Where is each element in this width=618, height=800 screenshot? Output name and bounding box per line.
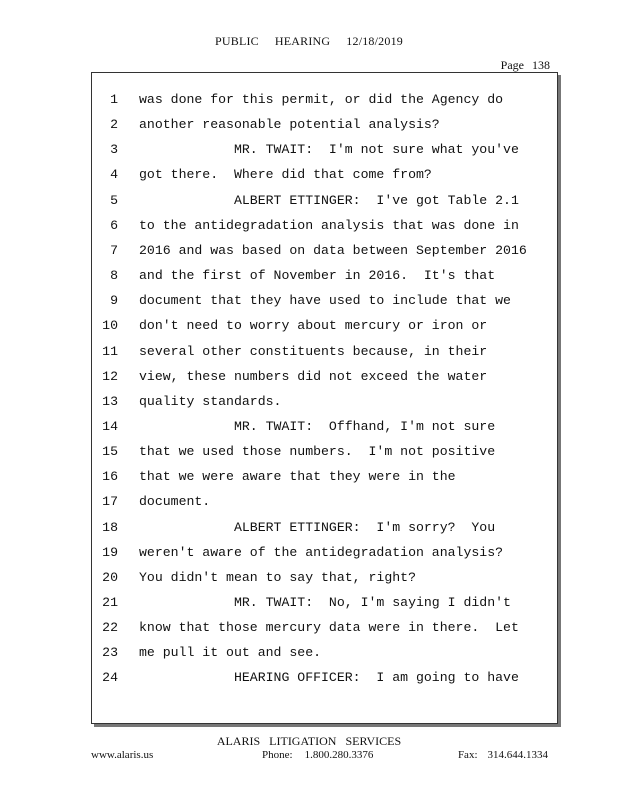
line-text: view, these numbers did not exceed the water: [139, 368, 488, 384]
transcript-line: [92, 620, 557, 642]
page-number: 138: [532, 58, 550, 72]
footer-phone-block: [262, 749, 373, 761]
footer-company-part3: SERVICES: [345, 734, 402, 748]
footer-company-part1: ALARIS: [216, 734, 261, 748]
transcript-line: [92, 369, 557, 391]
transcript-line: [92, 318, 557, 340]
transcript-line: [92, 193, 557, 215]
transcript-line: [92, 520, 557, 542]
transcript-line: [92, 268, 557, 290]
footer-phone-label: Phone:: [262, 749, 293, 761]
line-text: document.: [139, 494, 211, 510]
line-text: document that they have used to include that we: [139, 293, 511, 309]
line-number: 5: [110, 192, 118, 208]
line-number: 14: [102, 418, 118, 434]
line-number: 2: [110, 117, 118, 133]
line-text: got there. Where did that come from?: [139, 167, 432, 183]
line-number: 21: [102, 595, 118, 610]
transcript-line: [92, 218, 557, 240]
line-number: 11: [102, 343, 118, 359]
footer-fax-label: Fax:: [457, 749, 478, 761]
line-number: 16: [102, 469, 118, 485]
line-text: MR. TWAIT: Offhand, I'm not sure: [139, 418, 496, 434]
header-title-part1: PUBLIC: [215, 34, 259, 48]
line-text: HEARING OFFICER: I am going to have: [139, 670, 519, 686]
transcript-line: [92, 444, 557, 466]
footer-website: www.alaris.us: [91, 749, 154, 761]
line-text: 2016 and was based on data between September 2016: [139, 242, 527, 258]
transcript-line: [92, 570, 557, 592]
line-text: that we used those numbers. I'm not positive: [139, 444, 496, 460]
transcript-line: [92, 394, 557, 416]
line-text: was done for this permit, or did the Agency do: [139, 92, 504, 107]
line-number: 18: [102, 519, 118, 535]
line-text: that we were aware that they were in the: [139, 469, 456, 485]
transcript-line: [92, 243, 557, 265]
line-number: 20: [102, 569, 118, 585]
line-number: 9: [110, 293, 118, 309]
transcript-line: [92, 645, 557, 667]
line-number: 3: [110, 142, 118, 158]
line-number: 10: [102, 318, 118, 334]
document-header: [0, 34, 618, 49]
line-number: 23: [102, 645, 118, 661]
line-number: 22: [102, 620, 118, 636]
header-date: 12/18/2019: [346, 34, 403, 48]
line-number: 15: [102, 444, 118, 460]
transcript-line: [92, 142, 557, 164]
line-number: 12: [102, 368, 118, 384]
line-text: weren't aware of the antidegradation analysis?: [139, 544, 504, 560]
line-text: know that those mercury data were in there. Let: [139, 620, 519, 636]
line-number: 7: [110, 242, 118, 258]
transcript-page-frame: [91, 72, 558, 724]
line-text: You didn't mean to say that, right?: [139, 569, 416, 585]
header-title-part2: HEARING: [274, 34, 331, 48]
transcript-line: [92, 293, 557, 315]
line-text: MR. TWAIT: No, I'm saying I didn't: [139, 595, 511, 610]
page-number-block: [501, 58, 550, 73]
line-text: ALBERT ETTINGER: I'm sorry? You: [139, 519, 496, 535]
line-number: 4: [110, 167, 118, 183]
footer-fax: 314.644.1334: [487, 749, 548, 761]
transcript-line: [92, 545, 557, 567]
transcript-line: [92, 670, 557, 692]
page-label: Page: [500, 58, 524, 72]
line-text: another reasonable potential analysis?: [139, 117, 440, 133]
line-number: 19: [102, 544, 118, 560]
transcript-line: [92, 344, 557, 366]
transcript-line: [92, 117, 557, 139]
line-number: 8: [110, 268, 118, 284]
line-number: 17: [102, 494, 118, 510]
line-number: 24: [102, 670, 118, 686]
footer-company: [0, 734, 618, 749]
line-text: don't need to worry about mercury or iron or: [139, 318, 488, 334]
line-text: MR. TWAIT: I'm not sure what you've: [139, 142, 519, 158]
footer-company-part2: LITIGATION: [269, 734, 337, 748]
transcript-line: [92, 595, 557, 617]
transcript-line: [92, 419, 557, 441]
footer-fax-block: [458, 749, 548, 761]
footer-phone: 1.800.280.3376: [304, 749, 374, 761]
line-number: 6: [110, 217, 118, 233]
line-text: several other constituents because, in their: [139, 343, 488, 359]
transcript-line: [92, 167, 557, 189]
line-number: 13: [102, 393, 118, 409]
transcript-line: [92, 92, 557, 114]
transcript-line: [92, 494, 557, 516]
line-text: ALBERT ETTINGER: I've got Table 2.1: [139, 192, 519, 208]
line-text: to the antidegradation analysis that was done in: [139, 217, 519, 233]
line-number: 1: [110, 92, 118, 107]
transcript-line: [92, 469, 557, 491]
line-text: and the first of November in 2016. It's that: [139, 268, 496, 284]
line-text: me pull it out and see.: [139, 645, 322, 661]
line-text: quality standards.: [139, 393, 282, 409]
